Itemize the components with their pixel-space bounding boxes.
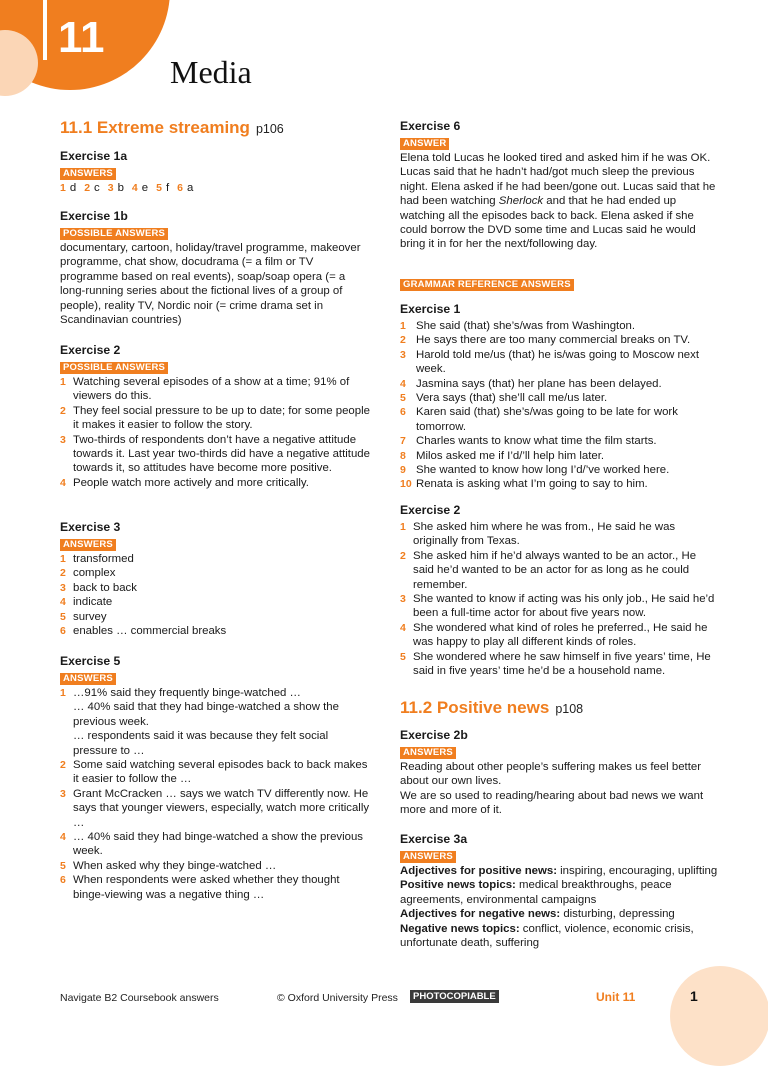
answer-item: [400, 549, 718, 592]
answer-number: 2: [84, 182, 91, 194]
page-number-circle: [670, 966, 768, 1066]
exercise-heading: Exercise 2: [400, 503, 461, 517]
answer-number: 8: [400, 449, 406, 462]
answer-number: 7: [400, 435, 406, 448]
answer-text: Milos asked me if I’d/’ll help him later.: [416, 449, 605, 462]
answer-text: transformed: [73, 553, 134, 565]
exercise-heading: Exercise 1a: [60, 149, 128, 163]
answers-tag: POSSIBLE ANSWERS: [60, 228, 168, 240]
answer-list: [60, 552, 372, 638]
answer-item: [60, 700, 372, 729]
answer-letter: b: [117, 182, 124, 194]
answer-number: 3: [400, 593, 406, 606]
answer-item: [60, 873, 372, 902]
exercise-heading: Exercise 3: [60, 520, 121, 534]
answer-list: [60, 375, 372, 490]
answer-item: [400, 348, 718, 377]
answer-text: … 40% said that they had binge-watched a show the previous week.: [73, 701, 339, 728]
answer-item: [60, 830, 372, 859]
exercise-5: [60, 653, 372, 902]
answers-tag: ANSWERS: [60, 673, 116, 685]
answer-text: indicate: [73, 596, 113, 609]
answer-list: [60, 686, 372, 902]
answer-number: 3: [400, 348, 406, 361]
answer-row-label: Positive news topics:: [400, 879, 516, 892]
answer-item: [400, 520, 718, 549]
answer-item: [400, 377, 718, 391]
section-page-ref: p106: [255, 122, 284, 136]
answer-number: 5: [400, 392, 406, 405]
answer-letter: a: [186, 182, 194, 194]
answer-text: He says there are too many commercial breaks on TV.: [416, 334, 691, 347]
answer-number: 1: [60, 376, 66, 388]
footer-unit: Unit 11: [596, 990, 636, 1004]
answer-item: [400, 405, 718, 434]
answer-text: She asked him if he’d always wanted to be an actor., He said he’d wanted to be an actor for as long as he could remember.: [413, 549, 697, 591]
answer-list: [60, 181, 372, 195]
answer-text: Charles wants to know what time the film starts.: [416, 435, 657, 448]
answer-row-text: conflict, violence, economic crisis, unfortunate death, suffering: [400, 922, 694, 950]
answer-number: 9: [400, 464, 406, 477]
grammar-reference-tag: GRAMMAR REFERENCE ANSWERS: [400, 279, 574, 291]
answer-item: [60, 624, 372, 638]
answer-text: We are so used to reading/hearing about bad news we want more and more of it.: [400, 789, 704, 817]
answer-row: [400, 864, 718, 878]
unit-title: Media: [170, 54, 252, 90]
exercise-heading: Exercise 6: [400, 119, 461, 133]
answer-number: 1: [60, 553, 66, 565]
answer-row-label: Adjectives for positive news:: [400, 865, 557, 877]
answer-number: 4: [131, 182, 138, 194]
answer-text: She said (that) she’s/was from Washington.: [416, 320, 636, 332]
answer-number: 6: [60, 625, 66, 638]
answer-number: 3: [60, 787, 66, 800]
answer-list: [400, 319, 718, 492]
answer-row-text: disturbing, depressing: [560, 908, 675, 921]
answer-number: 5: [60, 859, 66, 872]
footer: [0, 986, 768, 1010]
answer-item: [60, 404, 372, 433]
section-title: 11.1 Extreme streaming: [60, 118, 250, 137]
section-page-ref: p108: [555, 702, 584, 716]
answer-text: … respondents said it was because they felt social pressure to …: [73, 730, 329, 757]
answer-text: enables … commercial breaks: [73, 625, 227, 638]
answer-text: …91% said they frequently binge-watched …: [73, 687, 301, 699]
exercise-1a: [60, 148, 372, 195]
answers-tag: ANSWERS: [60, 539, 116, 551]
answer-item: [60, 375, 372, 404]
answer-number: 5: [156, 182, 162, 194]
answer-number: 2: [60, 567, 66, 580]
answer-text: Grant McCracken … says we watch TV differently now. He says that younger viewers, especially, watch more critically …: [73, 787, 370, 829]
photocopiable-badge: PHOTOCOPIABLE: [410, 990, 499, 1003]
section-11-2-heading: [400, 697, 718, 719]
answer-item: [400, 621, 718, 650]
answer-number: 4: [60, 831, 66, 844]
answer-item: [400, 592, 718, 621]
answer-item: [400, 319, 718, 333]
answer-text: Karen said (that) she’s/was going to be late for work tomorrow.: [416, 406, 678, 433]
answer-text: She wondered where he saw himself in five years’ time, He said in five years’ time he’d be a household name.: [413, 650, 711, 678]
answer-number: 1: [400, 320, 406, 332]
exercise-heading: Exercise 1: [400, 302, 461, 316]
answers-tag: POSSIBLE ANSWERS: [60, 362, 168, 374]
answer-item: [400, 463, 718, 477]
answer-number: 5: [400, 650, 406, 663]
answer-item: [400, 449, 718, 463]
answer-letter: e: [141, 182, 149, 194]
answer-item: [60, 686, 372, 700]
answer-item: [400, 650, 718, 679]
answer-text: She asked him where he was from., He said he was originally from Texas.: [413, 521, 676, 548]
answers-tag: ANSWERS: [400, 747, 456, 759]
answer-item: [60, 566, 372, 580]
answer-letter: c: [94, 182, 100, 194]
answer-number: 3: [60, 581, 66, 594]
grammar-exercise-2: [400, 502, 718, 678]
answer-item: [60, 433, 372, 476]
answer-text-part: and that he had ended up watching all the episodes back to back. Elena asked if she could borrow the DVD some time and Lucas said he would bring it in for her the next/following day.: [400, 195, 696, 251]
answer-item: [60, 581, 372, 595]
answer-row-label: Negative news topics:: [400, 922, 520, 935]
answer-text: When asked why they binge-watched …: [73, 859, 277, 872]
answer-item: [60, 729, 372, 758]
section-11-1-heading: [60, 117, 372, 139]
exercise-heading: Exercise 5: [60, 654, 121, 668]
answer-number: 1: [400, 521, 406, 533]
answer-number: 3: [60, 433, 66, 446]
answer-number: 2: [60, 759, 66, 772]
answer-number: 6: [60, 874, 66, 887]
answers-tag: ANSWER: [400, 138, 449, 150]
answer-text: She wanted to know how long I’d/’ve worked here.: [416, 464, 670, 477]
answer-item: [60, 758, 372, 787]
exercise-3a: [400, 831, 718, 950]
answer-text: Vera says (that) she’ll call me/us later.: [416, 392, 608, 405]
answer-text: Two-thirds of respondents don’t have a negative attitude towards it. Last year two-thirds did have a negative attitude towards it, so attitudes have become more positive.: [73, 433, 370, 475]
unit-number: 11: [58, 13, 105, 62]
answer-row: [400, 907, 718, 921]
exercise-3: [60, 519, 372, 638]
exercise-6: [400, 118, 718, 252]
answer-text: She wondered what kind of roles he preferred., He said he was happy to play all different kinds of roles.: [413, 621, 708, 649]
answer-text: Watching several episodes of a show at a time; 91% of viewers do this.: [73, 376, 350, 403]
answer-item: [400, 391, 718, 405]
answer-row: [400, 922, 718, 951]
answer-text-title: Sherlock: [498, 195, 544, 208]
answer-row: [400, 878, 718, 907]
answer-item: [60, 787, 372, 830]
answer-item: [400, 434, 718, 448]
grammar-reference: [400, 277, 718, 292]
answer-number: 2: [400, 549, 406, 562]
answer-text: She wanted to know if acting was his only job., He said he’d been a full-time actor for about five years now.: [413, 593, 715, 620]
exercise-heading: Exercise 2b: [400, 728, 468, 742]
exercise-2b: [400, 727, 718, 818]
answer-row-label: Adjectives for negative news:: [400, 908, 561, 921]
answer-letter: f: [165, 182, 170, 194]
answer-row-text: medical breakthroughs, peace agreements, environmental campaigns: [400, 879, 672, 906]
exercise-heading: Exercise 1b: [60, 209, 128, 223]
exercise-1b: [60, 208, 372, 327]
answer-letter: d: [69, 182, 77, 194]
answer-number: 3: [107, 182, 114, 194]
answer-number: 4: [400, 377, 406, 390]
answer-item: [60, 552, 372, 566]
grammar-exercise-1: [400, 301, 718, 492]
answer-text: They feel social pressure to be up to date; for some people it makes it easier to follow the story.: [73, 404, 370, 432]
answer-item: [60, 610, 372, 624]
answer-item: [60, 595, 372, 609]
answer-rows: [400, 864, 718, 950]
answer-text: [400, 151, 718, 252]
answers-tag: ANSWERS: [60, 168, 116, 180]
answer-number: 5: [60, 610, 66, 623]
answer-text-part: Elena told Lucas he looked tired and asked him if he was OK. Lucas said that he hadn’t had/got much sleep the previous night. Elena asked if he had been/gone out. Lucas said that he had been watching: [400, 152, 716, 208]
answer-number: 10: [400, 478, 412, 491]
answers-tag: ANSWERS: [400, 851, 456, 863]
answer-text: Jasmina says (that) her plane has been delayed.: [416, 377, 662, 390]
exercise-heading: Exercise 2: [60, 343, 121, 357]
answer-text: back to back: [73, 581, 137, 594]
answer-item: [60, 476, 372, 490]
answer-number: 2: [400, 334, 406, 347]
answer-text: complex: [73, 567, 116, 580]
answer-number: 4: [60, 596, 66, 609]
exercise-2: [60, 342, 372, 490]
answer-text: Reading about other people’s suffering makes us feel better about our own lives.: [400, 761, 701, 788]
answer-text: documentary, cartoon, holiday/travel programme, makeover programme, chat show, docudrama (= a film or TV programme based on real events), soap/soap opera (= a long-running series about the fictional lives of a group of people), reality TV, Nordic noir (= crime drama set in Scandinavian countries): [60, 242, 361, 327]
answer-list: [400, 520, 718, 678]
answer-row-text: inspiring, encouraging, uplifting: [556, 865, 718, 877]
section-title: 11.2 Positive news: [400, 698, 550, 717]
answer-item: [400, 477, 718, 491]
answer-number: 6: [177, 182, 183, 194]
answer-number: 6: [400, 406, 406, 419]
footer-course: Navigate B2 Coursebook answers: [60, 992, 219, 1004]
unit-header-divider: [43, 0, 47, 60]
answer-text: Some said watching several episodes back to back makes it easier to follow the …: [73, 759, 368, 786]
footer-copyright: © Oxford University Press: [277, 992, 398, 1004]
answer-text: People watch more actively and more critically.: [73, 476, 309, 489]
answer-number: 1: [60, 687, 66, 699]
exercise-heading: Exercise 3a: [400, 832, 468, 846]
answer-number: 4: [400, 621, 406, 634]
answer-text: Renata is asking what I’m going to say to him.: [416, 478, 648, 491]
answer-item: [400, 333, 718, 347]
answer-text: When respondents were asked whether they thought binge-viewing was a negative thing …: [73, 874, 340, 901]
page-number: 1: [690, 988, 698, 1004]
answer-number: 2: [60, 404, 66, 417]
answer-text: … 40% said they had binge-watched a show the previous week.: [73, 831, 364, 858]
answer-number: 1: [60, 182, 66, 194]
answer-text: survey: [73, 610, 107, 623]
answer-text: Harold told me/us (that) he is/was going to Moscow next week.: [416, 348, 699, 376]
answer-number: 4: [60, 476, 66, 489]
answer-item: [60, 859, 372, 873]
